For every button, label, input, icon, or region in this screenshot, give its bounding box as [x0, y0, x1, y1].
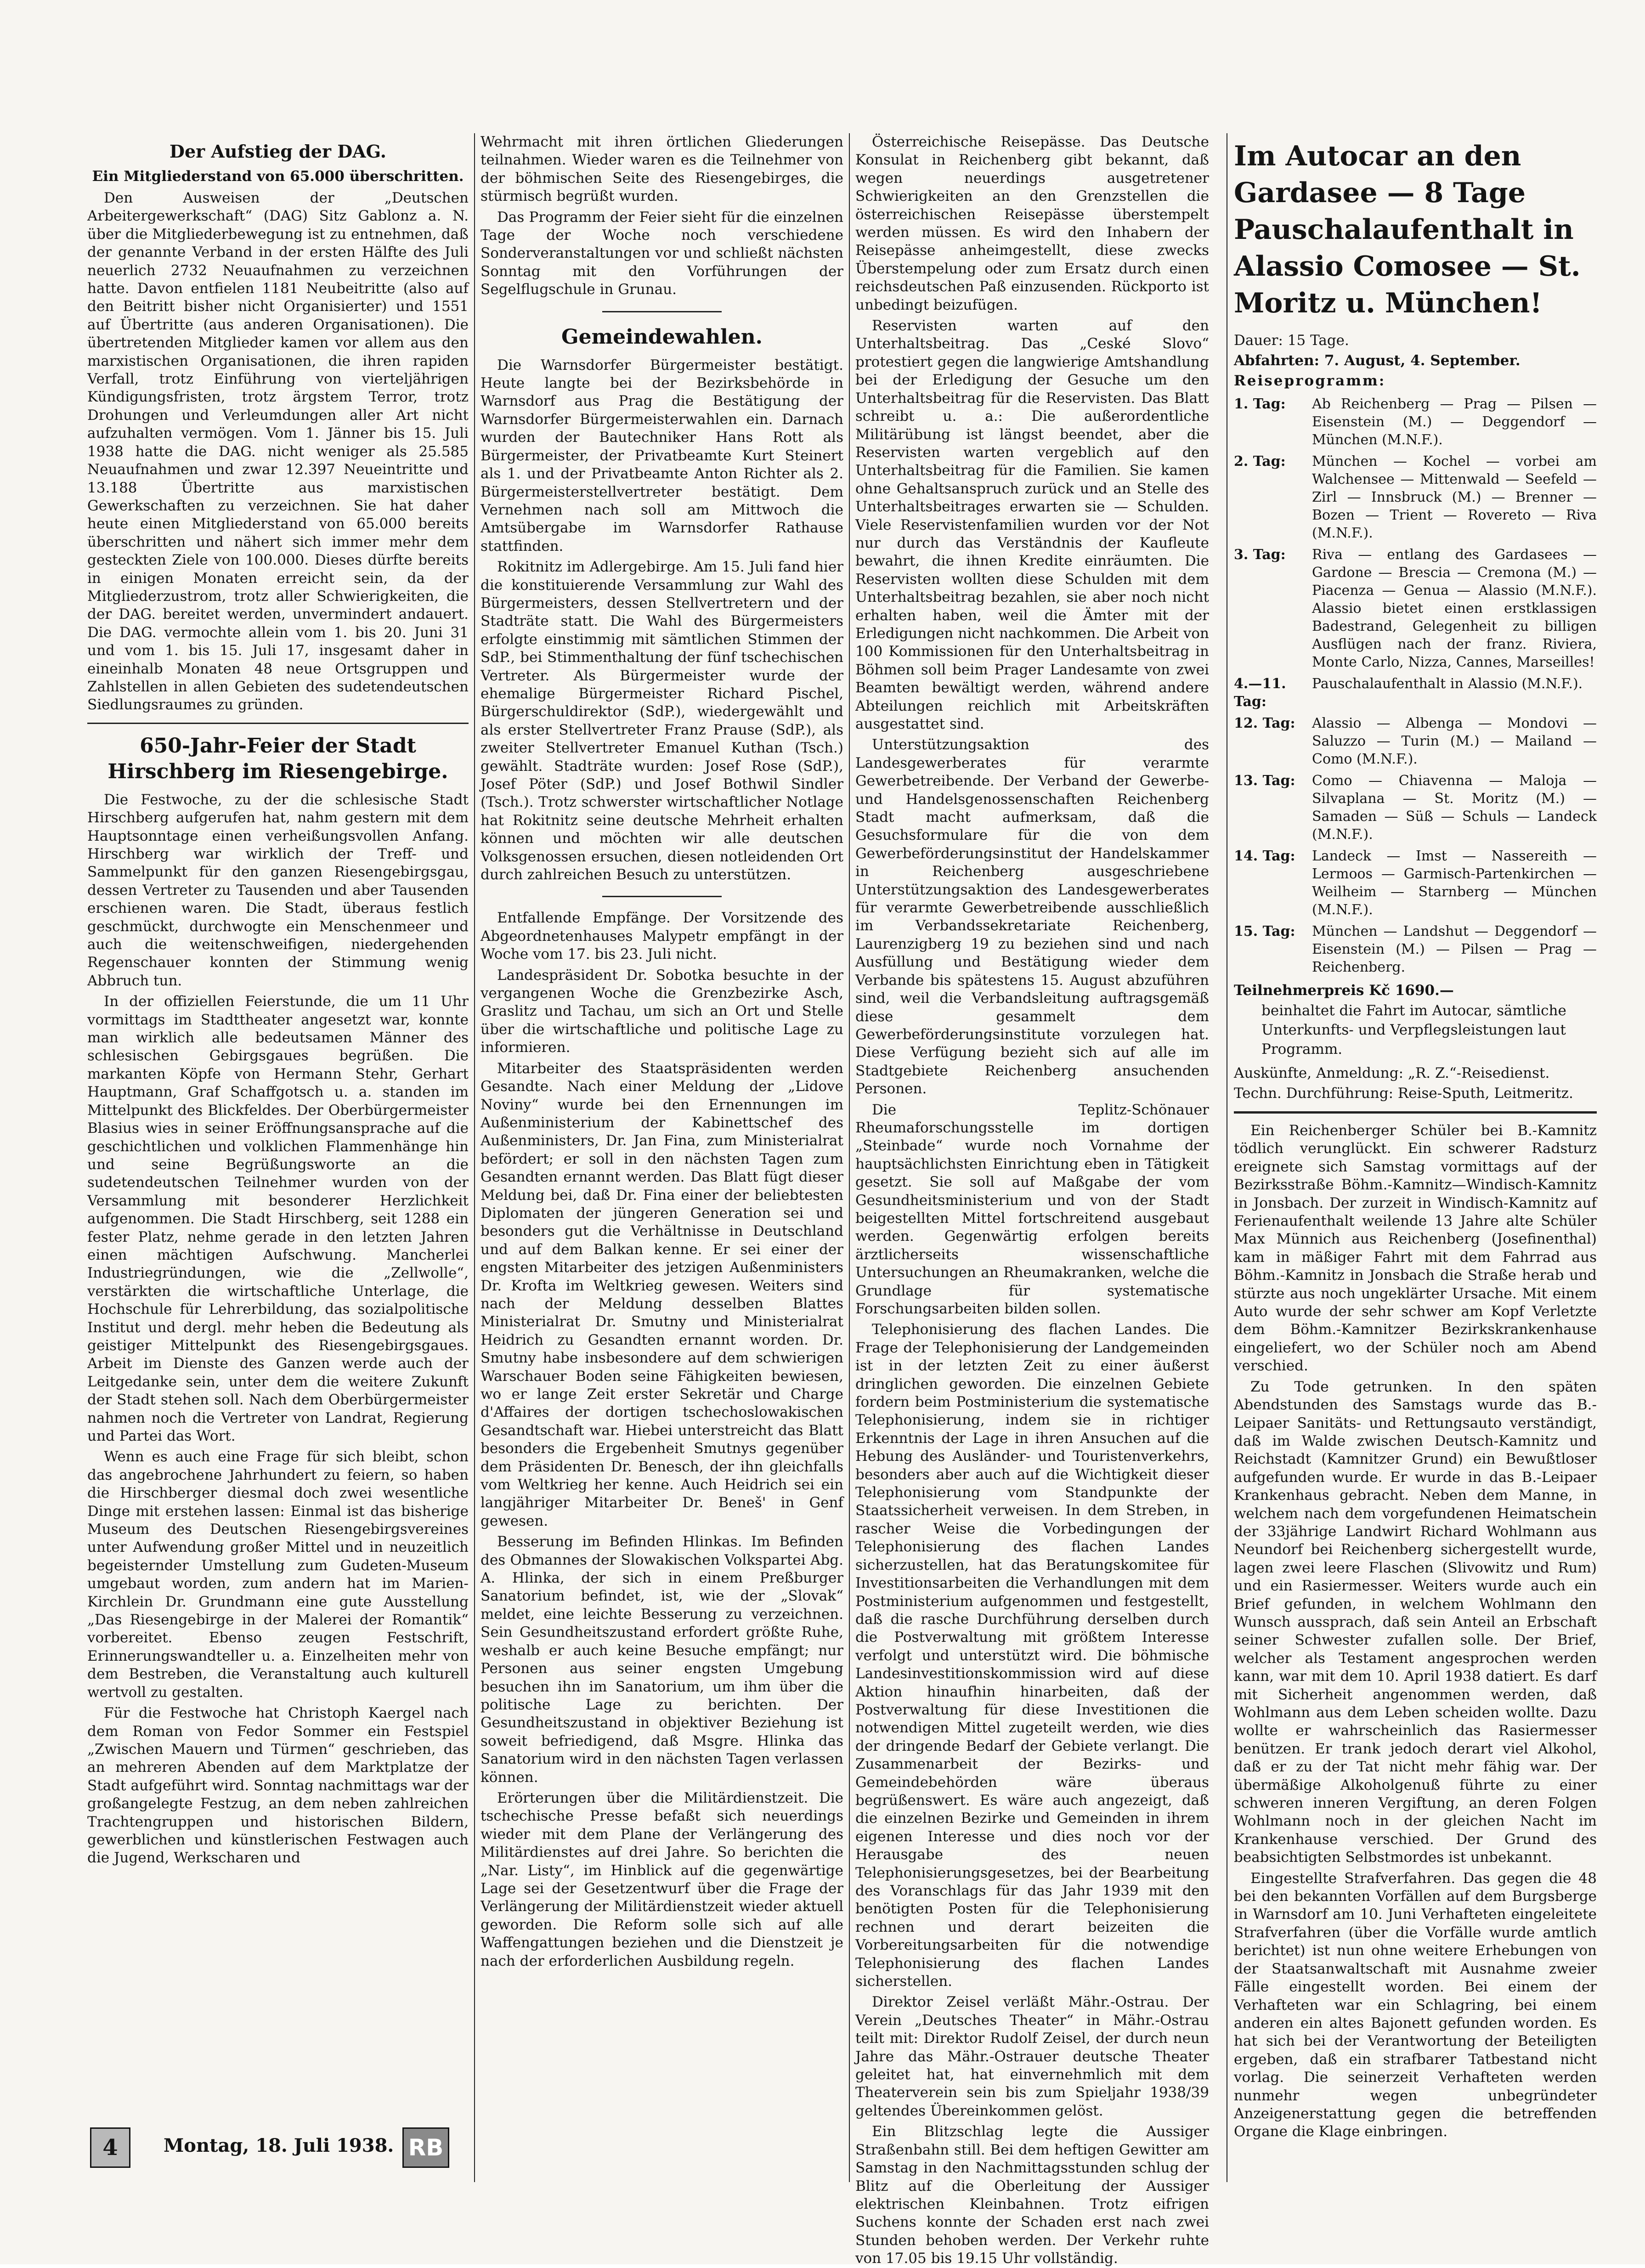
news-item: Die Teplitz-Schönauer Rheumaforschungsstelle im dortigen „Steinbade“ wurde noch Vornahme der hauptsächlichsten Einrichtung eben in Tätigkeit gesetzt. Sie soll auf Maßgabe der vom Gesundheitsministerium und von der Stadt beigestellten Mittel fortschreitend ausgebaut werden. Gegenwärtig erfolgen bereits ärztlicherseits wissenschaftliche Untersuchungen an Rheumakranken, welche die Grundlage für systematische Forschungsarbeiten bilden sollen. [855, 1101, 1209, 1317]
ad-duration: Dauer: 15 Tage. [1234, 332, 1349, 349]
program-day-label: 15. Tag: [1234, 923, 1295, 939]
page-number: 4 [90, 2127, 130, 2168]
article-headline: 650-Jahr-Feier der Stadt Hirschberg im Riesengebirge. [107, 734, 448, 783]
column-divider [474, 133, 475, 2182]
news-item: Direktor Zeisel verläßt Mähr.-Ostrau. Der Verein „Deutsches Theater“ in Mähr.-Ostrau teilt mit: Direktor Rudolf Zeisel, der durch neun Jahre das Mähr.-Ostrauer deutsche Theater geleitet hat, hat einvernehmlich mit dem Theaterverein sein bis zum Spieljahr 1938/39 geltendes Übereinkommen gelöst. [855, 1994, 1209, 2119]
article-divider [602, 896, 722, 897]
news-item: Telephonisierung des flachen Landes. Die Frage der Telephonisierung der Landgemeinden ist in der letzten Zeit zu einer äußerst dringlichen geworden. Die einzelnen Gebiete fordern beim Postministerium die systematische Telephonisierung, indem sie in richtiger Erkenntnis der Lage in ihren Ansuchen auf die Hebung des Ausländer- und Touristenverkehrs, besonders aber auch auf die Wichtigkeit dieser Telephonisierung vom Standpunkte der Staatssicherheit verweisen. In dem Streben, in rascher Weise die Vorbedingungen der Telephonisierung des flachen Landes sicherzustellen, hat das Beratungskomitee für Investitionsarbeiten die Verhandlungen mit dem Postministerium aufgenommen und festgestellt, daß die rasche Durchführung derselben durch die Postverwaltung mit größtem Interesse verfolgt und unterstützt wird. Die böhmische Landesinvestitionskommission wird auf diese Aktion hinaufhin hinarbeiten, daß der Postverwaltung für diese Investitionen die notwendigen Mittel zugeteilt werden, wie dies der dringende Bedarf der Gebiete verlangt. Die Zusammenarbeit der Bezirks- und Gemeindebehörden wäre überaus begrüßenswert. Es wäre auch angezeigt, daß die einzelnen Bezirke und Gemeinden in ihrem eigenen Interesse und dies noch vor der Herausgabe des neuen Telephonisierungsgesetzes, bei der Bearbeitung des Voranschlags für das Jahr 1939 mit den benötigten Posten für die Telephonisierung rechnen und derart beizeiten die Vorbereitungsarbeiten für die notwendige Telephonisierung des flachen Landes sicherstellen. [855, 1321, 1209, 1990]
ad-program-heading: Reiseprogramm: [1234, 373, 1386, 389]
footer-date: Montag, 18. Juli 1938. [164, 2135, 394, 2156]
article-paragraph: In der offiziellen Feierstunde, die um 11 Uhr vormittags im Stadttheater angesetzt war, konnte man wirklich alle bedeutsamen Männer des schlesischen Gebirgsgaues begrüßen. Die markanten Köpfe von Hermann Stehr, Gerhart Hauptmann, Graf Schaffgotsch u. a. standen im Mittelpunkt des Blickfeldes. Der Oberbürgermeister Blasius wies in seiner Eröffnungsansprache auf die geschichtlichen und volklichen Flammenhänge hin und seine Begrüßungsworte an die sudetendeutschen Teilnehmer wurden von der Versammlung mit besonderer Herzlichkeit aufgenommen. Die Stadt Hirschberg, seit 1288 ein fester Platz, nehme gerade in den letzten Jahren einen mächtigen Aufschwung. Mancherlei Industriegründungen, wie die „Zellwolle“, verstärkten die wirtschaftliche Unterlage, die Hochschule für Lehrerbildung, das sozialpolitische Institut und dergl. mehr heben die Bedeutung als geistiger Mittelpunkt des Riesengebirgsgaues. Arbeit im Dienste des Ganzen werde auch der Leitgedanke sein, unter dem die weitere Zukunft der Stadt stehen soll. Nach dem Oberbürgermeister nahmen noch die Vertreter von Landrat, Regierung und Partei das Wort. [87, 993, 469, 1444]
news-item: Rokitnitz im Adlergebirge. Am 15. Juli fand hier die konstituierende Versammlung zur Wahl des Bürgermeisters, dessen Stellvertretern und der Stadträte statt. Die Wahl des Bürgermeisters erfolgte einstimmig mit sämtlichen Stimmen der SdP., bei Stimmenthaltung der fünf tschechischen Vertreter. Als Bürgermeister wurde der ehemalige Bürgermeister Richard Pischel, Bürgerschuldirektor (SdP.), wiedergewählt und als erster Stellvertreter Franz Prause (SdP.), als zweiter Stellvertreter Emanuel Kuthan (Tsch.) gewählt. Stadträte wurden: Josef Rose (SdP.), Josef Pöter (SdP.) und Josef Bothwil Sindler (Tsch.). Trotz schwerster wirtschaftlicher Notlage hat Rokitnitz seine deutsche Mehrheit erhalten können und möchten wir alle deutschen Volksgenossen ersuchen, diesen notleidenden Ort durch zahlreichen Besuch zu unterstützen. [480, 559, 843, 883]
program-day-label: 3. Tag: [1234, 547, 1286, 563]
ad-tech: Techn. Durchführung: Reise-Sputh, Leitmeritz. [1234, 1085, 1573, 1102]
article-paragraph: Wenn es auch eine Frage für sich bleibt, schon das angebrochene Jahrhundert zu feiern, so haben die Hirschberger diesmal doch zwei wesentliche Dinge mit erstehen lassen: Einmal ist das bisherige Museum des Deutschen Riesengebirgsvereines unter Aufwendung großer Mittel und in neuzeitlich begeisternder Umstellung zum Gudeten-Museum umgebaut worden, zum andern hat im Marien-Kirchlein Dr. Grundmann eine gute Ausstellung „Das Riesengebirge in der Malerei der Romantik“ vorbereitet. Ebenso zeugen Festschrift, Erinnerungswandteller u. a. Einzelheiten mehr von dem Bestreben, die Veranstaltung auch kulturell wertvoll zu gestalten. [87, 1448, 469, 1701]
news-item: Besserung im Befinden Hlinkas. Im Befinden des Obmannes der Slowakischen Volkspartei Abg. A. Hlinka, der sich in einem Preßburger Sanatorium befindet, ist, wie der „Slovak“ meldet, eine leichte Besserung zu verzeichnen. Sein Gesundheitszustand erfordert größte Ruhe, weshalb er auch keine Besuche empfängt; nur Personen aus seiner engsten Umgebung besuchen ihn im Sanatorium, um ihm über die politische Lage zu berichten. Der Gesundheitszustand in objektiver Beziehung ist soweit befriedigend, daß Msgre. Hlinka das Sanatorium wird in den nächsten Tagen verlassen können. [480, 1533, 843, 1786]
program-day [1234, 847, 1597, 919]
article-headline: Der Aufstieg der DAG. [170, 141, 386, 162]
newspaper-logo: RB [402, 2127, 449, 2168]
program-day-label: 14. Tag: [1234, 848, 1295, 864]
ad-program [1234, 395, 1597, 976]
column-2 [480, 133, 843, 2164]
article-paragraph: Für die Festwoche hat Christoph Kaergel nach dem Roman von Fedor Sommer ein Festspiel „Zwischen Mauern und Türmen“ geschrieben, das an mehreren Abenden auf dem Marktplatze der Stadt aufgeführt wird. Sonntag nachmittags war der großangelegte Festzug, an dem neben zahlreichen Trachtengruppen und historischen Bildern, gewerblichen und künstlerischen Festwagen auch die Jugend, Werkscharen und [87, 1705, 469, 1866]
news-item: Reservisten warten auf den Unterhaltsbeitrag. Das „Ceské Slovo“ protestiert gegen die langwierige Amtshandlung bei der Erledigung der Gesuche um den Unterhaltsbeitrag für die Reservisten. Das Blatt schreibt u. a.: Die außerordentliche Militärübung ist längst beendet, aber die Reservisten warten vergeblich auf den Unterhaltsbeitrag für die Familien. Sie kamen ohne Gehaltsanspruch zurück und an Stelle des Unterhaltsbeitrages erwarten sie — Schulden. Viele Reservistenfamilien wurden vor der Not nur durch das Verständnis der Kaufleute bewahrt, die ihnen Kredite einräumten. Die Reservisten wollten diese Schulden mit dem Unterhaltsbeitrag bezahlen, sie aber noch nicht erhalten haben, weil die Ämter mit der Erledigungen nicht nachkommen. Die Arbeit von 100 Kommissionen für den Unterhaltsbeitrag in Böhmen soll beim Prager Landesamte von zwei Beamten bewältigt werden, während andere Abteilungen reichlich mit Arbeitskräften ausgestattet sind. [855, 317, 1209, 732]
program-day-text: Riva — entlang des Gardasees — Gardone — Brescia — Cremona (M.) — Piacenza — Genua — Alassio (M.N.F.). Alassio bietet einen erstklassigen Badestrand, Gelegenheit zu billigen Ausflügen nach der franz. Riviera, Monte Carlo, Nizza, Cannes, Marseilles! [1312, 547, 1597, 670]
section-headline: Gemeindewahlen. [561, 325, 763, 349]
news-item: Die Warnsdorfer Bürgermeister bestätigt. Heute langte bei der Bezirksbehörde in Warnsdorf aus Prag die Bestätigung der Warnsdorfer Bürgermeisterwahlen ein. Darnach wurden der Bautechniker Hans Rott als Bürgermeister, der Privatbeamte Kurt Steinert als 1. und der Privatbeamte Anton Richter als 2. Bürgermeisterstellvertreter bestätigt. Dem Vernehmen nach soll am Mittwoch die Amtsübergabe im Warnsdorfer Rathause stattfinden. [480, 356, 843, 554]
column-1 [87, 133, 469, 2136]
column-3 [855, 133, 1209, 2267]
program-day [1234, 714, 1597, 768]
program-day-text: Landeck — Imst — Nassereith — Lermoos — Garmisch-Partenkirchen — Weilheim — Starnberg — München (M.N.F.). [1312, 848, 1597, 918]
program-day [1234, 772, 1597, 843]
news-item: Österreichische Reisepässe. Das Deutsche Konsulat in Reichenberg gibt bekannt, daß wegen neuerdings ausgetretener Schwierigkeiten an den Grenzstellen die österreichischen Reisepässe überstempelt werden müssen. Es wird den Inhabern der Reisepässe anheimgestellt, diese zwecks Überstempelung oder zum Ersatz durch einen reichsdeutschen Paß einzusenden. Rückporto ist unbedingt beizufügen. [855, 134, 1209, 313]
article-divider [1234, 1111, 1597, 1114]
article-paragraph: Wehrmacht mit ihren örtlichen Gliederungen teilnahmen. Wieder waren es die Teilnehmer von der böhmischen Seite des Riesengebirges, die stürmisch begrüßt wurden. [480, 134, 843, 205]
news-item: Erörterungen über die Militärdienstzeit. Die tschechische Presse befaßt sich neuerdings wieder mit dem Plane der Verlängerung des Militärdienstes auf drei Jahre. So berichten die „Nar. Listy“, im Hinblick auf die gegenwärtige Lage sei der Gesetzentwurf über die Frage der Verlängerung der Militärdienstzeit wieder aktuell geworden. Die Reform solle sich auf alle Waffengattungen beziehen und die Dienstzeit je nach der erforderlichen Ausbildung regeln. [480, 1789, 843, 1969]
news-item: Ein Reichenberger Schüler bei B.-Kamnitz tödlich verunglückt. Ein schwerer Radsturz ereignete sich Samstag vormittags auf der Bezirksstraße Böhm.-Kamnitz—Windisch-Kamnitz in Jonsbach. Der zurzeit in Windisch-Kamnitz auf Ferienaufenthalt weilende 13 Jahre alte Schüler Max Münnich aus Reichenberg (Josefinenthal) kam in mäßiger Fahrt mit dem Fahrrad aus Böhm.-Kamnitz in Jonsbach die Straße herab und stürzte aus noch ungeklärter Ursache. Mit einem Auto wurde der sehr schwer am Kopf Verletzte dem Böhm.-Kamnitzer Bezirkskrankenhause eingeliefert, wo der Schüler noch am Abend verschied. [1234, 1122, 1597, 1374]
program-day-label: 2. Tag: [1234, 453, 1286, 469]
news-item: Landespräsident Dr. Sobotka besuchte in der vergangenen Woche die Grenzbezirke Asch, Graslitz und Tachau, um sich an Ort und Stelle über die wirtschaftliche und politische Lage zu informieren. [480, 967, 843, 1056]
news-item: Entfallende Empfänge. Der Vorsitzende des Abgeordnetenhauses Malypetr empfängt in der Woche vom 17. bis 23. Juli nicht. [480, 910, 843, 963]
article-divider [602, 311, 722, 312]
ad-headline: Im Autocar an den Gardasee — 8 Tage Pauschalaufenthalt in Alassio Comosee — St. Moritz u. München! [1234, 140, 1581, 319]
ad-price-note: beinhaltet die Fahrt im Autocar, sämtliche Unterkunfts- und Verpflegsleistungen laut Programm. [1261, 1002, 1566, 1058]
news-item: Zu Tode getrunken. In den späten Abendstunden des Samstags wurde das B.-Leipaer Sanitäts- und Rettungsauto verständigt, daß im Walde zwischen Deutsch-Kamnitz und Reichstadt (Kamnitzer Grund) ein Bewußtloser aufgefunden wurde. Er wurde in das B.-Leipaer Krankenhaus gebracht. Neben dem Manne, in welchem nach dem vorgefundenen Heimatschein der 33jährige Landwirt Richard Wohlmann aus Neundorf bei Reichenberg sichergestellt wurde, lagen zwei leere Flaschen (Slivowitz und Rum) und ein Rasiermesser. Weiters wurde auch ein Brief gefunden, in welchem Wohlmann den Wunsch aussprach, daß sein Anteil an Erbschaft seiner Schwester zufallen solle. Der Brief, welcher als Testament angesprochen werden kann, war mit dem 10. April 1938 datiert. Es darf mit Sicherheit angenommen werden, daß Wohlmann aus dem Leben scheiden wollte. Dazu wollte er wahrscheinlich das Rasiermesser benützen. Er trank jedoch derart viel Alkohol, daß er zu der Tat nicht mehr fähig war. Der übermäßige Alkoholgenuß führte zu einer schweren inneren Vergiftung, an deren Folgen Wohlmann noch in der gleichen Nacht im Krankenhause verschied. Der Grund des beabsichtigten Selbstmordes ist unbekannt. [1234, 1378, 1597, 1866]
program-day [1234, 922, 1597, 976]
ad-departures: Abfahrten: 7. August, 4. September. [1234, 352, 1521, 369]
column-divider [849, 133, 850, 2182]
article-paragraph: Die Festwoche, zu der die schlesische Stadt Hirschberg aufgerufen hat, nahm gestern mit dem Hauptsonntage einen verheißungsvollen Anfang. Hirschberg war wirklich der Treff- und Sammelpunkt für den ganzen Riesengebirgsgau, dessen Vertreter zu Tausenden und aber Tausenden erschienen waren. Die Stadt, überaus festlich geschmückt, durchwogte ein Menschenmeer und auch die weitenschweifigen, niedergehenden Regenschauer konnten der Stimmung wenig Abbruch tun. [87, 791, 469, 989]
ad-info: Auskünfte, Anmeldung: „R. Z.“-Reisedienst. [1234, 1065, 1550, 1081]
program-day [1234, 546, 1597, 671]
news-item: Eingestellte Strafverfahren. Das gegen die 48 bei den bekannten Vorfällen auf dem Burgsberge in Warnsdorf am 10. Juni Verhafteten eingeleitete Strafverfahren (über die Vorfälle wurde amtlich berichtet) ist nun ohne weitere Erhebungen von der Staatsanwaltschaft mit Ausnahme zweier Fälle eingestellt worden. Bei einem der Verhafteten war ein Schlagring, bei einem anderen ein altes Bajonett gefunden worden. Es hat sich bei der Verantwortung der Beteiligten ergeben, daß ein strafbarer Tatbestand nicht vorlag. Die seinerzeit Verhafteten werden nunmehr wegen unbegründeter Anzeigenerstattung gegen die betreffenden Organe die Klage einbringen. [1234, 1870, 1597, 2140]
program-day-label: 1. Tag: [1234, 396, 1286, 412]
program-day [1234, 675, 1597, 711]
news-item: Ein Blitzschlag legte die Aussiger Straßenbahn still. Bei dem heftigen Gewitter am Samstag in den Nachmittagsstunden schlug der Blitz auf die Oberleitung der Aussiger elektrischen Kleinbahnen. Trotz eifrigen Suchens konnte der Schaden erst nach zwei Stunden behoben werden. Der Verkehr ruhte von 17.05 bis 19.15 Uhr vollständig. [855, 2123, 1209, 2267]
news-item: Mitarbeiter des Staatspräsidenten werden Gesandte. Nach einer Meldung der „Lidove Noviny“ wurde bei den Ernennungen im Außenministerium der Kabinettschef des Außenministers, Dr. Jan Fina, zum Ministerialrat befördert; er soll in den nächsten Tagen zum Gesandten ernannt werden. Das Blatt fügt dieser Meldung bei, daß Dr. Fina einer der beliebtesten Diplomaten der jüngeren Generation sei und besonders gut die Verhältnisse in Deutschland und auf dem Balkan kenne. Er sei einer der engsten Mitarbeiter des jetzigen Außenministers Dr. Krofta im Weltkrieg gewesen. Weiters sind nach der Meldung desselben Blattes Ministerialrat Dr. Smutny und Ministerialrat Heidrich zu Gesandten ernannt worden. Dr. Smutny habe insbesondere auf dem schwierigen Warschauer Boden seine Fähigkeiten bewiesen, wo er lange Zeit erster Sekretär und Charge d'Affaires der dortigen tschechoslowakischen Gesandtschaft war. Hiebei unterstreicht das Blatt besonders die Ergebenheit Smutnys gegenüber dem Präsidenten Dr. Benesch, der ihn gleichfalls vom Weltkrieg her kenne. Auch Heidrich sei ein langjähriger Mitarbeiter Dr. Beneš' in Genf gewesen. [480, 1060, 843, 1529]
article-paragraph: Den Ausweisen der „Deutschen Arbeitergewerkschaft“ (DAG) Sitz Gablonz a. N. über die Mitgliederbewegung ist zu entnehmen, daß der genannte Verband in der ersten Hälfte des Juli neuerlich 2732 Neuaufnahmen zu verzeichnen hatte. Davon entfielen 1181 Neubeitritte (also auf den Beitritt bisher nicht Organisierter) und 1551 auf Übertritte (aus anderen Organisationen). Die übertretenden Mitglieder kamen vor allem aus den marxistischen Organisationen, die ihren rapiden Verfall, trotz Einführung von vierteljährigen Kündigungsfristen, trotz ärgstem Terror, trotz Drohungen und Verleumdungen aller Art nicht aufzuhalten vermögen. Vom 1. Jänner bis 15. Juli 1938 hatte die DAG. nicht weniger als 25.585 Neuaufnahmen und zwar 12.397 Neueintritte und 13.188 Übertritte aus marxistischen Gewerkschaften zu verzeichnen. Sie hat daher heute einen Mitgliederstand von 65.000 bereits überschritten und nähert sich immer mehr dem gesteckten Ziele von 100.000. Dieses dürfte bereits in einigen Monaten erreicht sein, da der Mitgliederzustrom, trotz aller Schwierigkeiten, die der DAG. bereitet werden, unvermindert andauert. Die DAG. vermochte allein vom 1. bis 20. Juni 31 und vom 1. bis 15. Juli 17, insgesamt daher in eineinhalb Monaten 48 neue Ortsgruppen und Zahlstellen in allen Gebieten des sudetendeutschen Siedlungsraumes zu gründen. [87, 190, 469, 713]
program-day-text: Pauschalaufenthalt in Alassio (M.N.F.). [1312, 676, 1583, 692]
program-day-label: 4.—11. Tag: [1234, 676, 1286, 710]
column-4 [1234, 133, 1597, 2178]
news-item: Unterstützungsaktion des Landesgewerberates für verarmte Gewerbetreibende. Der Verband der Gewerbe- und Handelsgenossenschaften Reichenberg Stadt macht aufmerksam, daß die Gesuchsformulare für die von dem Gewerbeförderungsinstitut der Handelskammer in Reichenberg ausgeschriebene Unterstützungsaktion des Landesgewerberates für verarmte Gewerbetreibende ausschließlich im Verbandssekretariate Reichenberg, Laurenzigberg 19 zu beziehen sind und nach Ausfüllung und Bestätigung wieder dem Verbande bis spätestens 15. August abzuführen sind, weil die Verbandsleitung auftragsgemäß diese gesammelt dem Gewerbeförderungsinstitute vorzulegen hat. Diese Verfügung bezieht sich auf alle im Stadtgebiete Reichenberg ansuchenden Personen. [855, 736, 1209, 1097]
page-footer [90, 2127, 600, 2167]
program-day-label: 13. Tag: [1234, 773, 1295, 789]
program-day-label: 12. Tag: [1234, 715, 1295, 731]
ad-price: Teilnehmerpreis Kč 1690.— [1234, 982, 1454, 999]
program-day [1234, 395, 1597, 449]
article-subheadline: Ein Mitgliederstand von 65.000 überschritten. [92, 168, 464, 185]
program-day-text: Como — Chiavenna — Maloja — Silvaplana — St. Moritz (M.) — Samaden — Süß — Schuls — Landeck (M.N.F.). [1312, 773, 1597, 843]
program-day-text: Alassio — Albenga — Mondovi — Saluzzo — Turin (M.) — Mailand — Como (M.N.F.). [1312, 715, 1597, 767]
program-day [1234, 452, 1597, 542]
program-day-text: Ab Reichenberg — Prag — Pilsen — Eisenstein (M.) — Deggendorf — München (M.N.F.). [1312, 396, 1597, 448]
article-paragraph: Das Programm der Feier sieht für die einzelnen Tage der Woche noch verschiedene Sonderveranstaltungen vor und schließt nächsten Sonntag mit den Vorführungen der Segelflugschule in Grunau. [480, 209, 843, 298]
program-day-text: München — Landshut — Deggendorf — Eisenstein (M.) — Pilsen — Prag — Reichenberg. [1312, 923, 1597, 975]
program-day-text: München — Kochel — vorbei am Walchensee — Mittenwald — Seefeld — Zirl — Innsbruck (M.) — Brenner — Bozen — Trient — Rovereto — Riva (M.N.F.). [1312, 453, 1597, 541]
article-divider [87, 723, 469, 724]
